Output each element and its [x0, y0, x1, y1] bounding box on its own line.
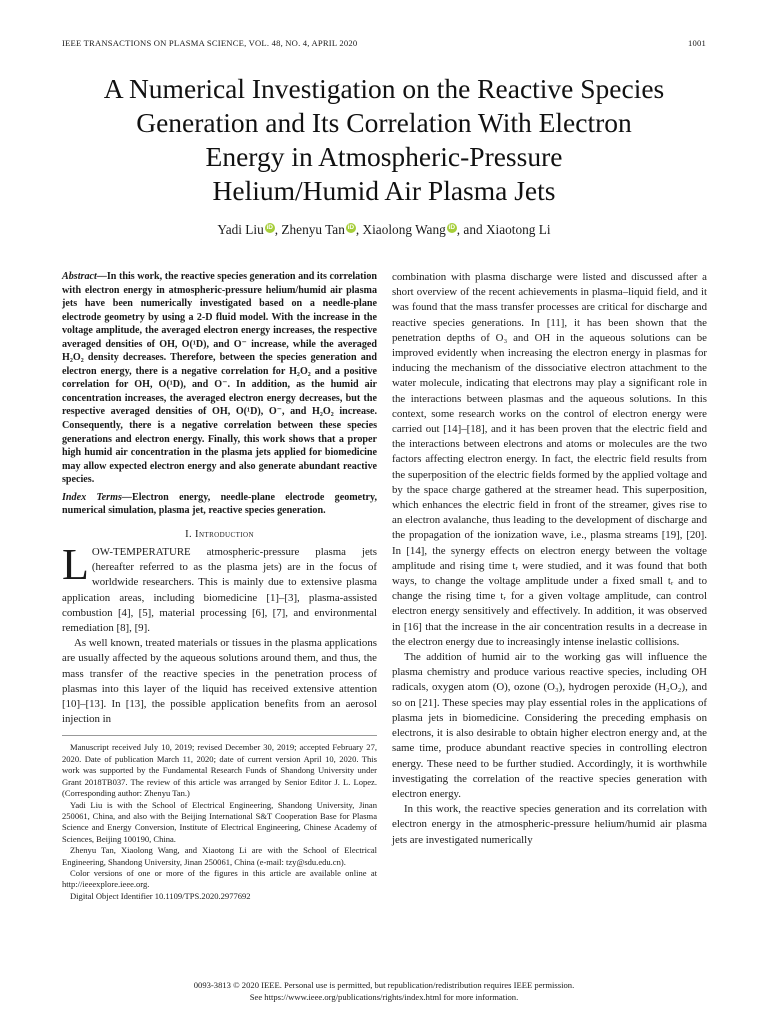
footnote-doi: Digital Object Identifier 10.1109/TPS.2020.2977692	[70, 890, 251, 901]
running-head	[62, 38, 706, 52]
section-title: Introduction	[195, 528, 254, 540]
page-number: 1001	[688, 38, 706, 48]
footnote-affiliation-2: Zhenyu Tan, Xiaolong Wang, and Xiaotong Li are with the School of Electrical Engineering, Shandong University, Jinan 250061, China (e-mail: tzy@sdu.edu.cn).	[62, 845, 377, 867]
copyright-line: 0093-3813 © 2020 IEEE. Personal use is permitted, but republication/redistribution requires IEEE permission.	[193, 980, 575, 990]
footnotes	[62, 735, 377, 902]
right-column	[392, 270, 707, 848]
section-heading	[62, 527, 377, 542]
right-paragraph-1: combination with plasma discharge were listed and discussed after a short overview of the recent achievements in plasma–liquid field, and it was found that the mass transfer processes are critical for discharge and reactive species generations. In [11], it has been shown that the penetration depths of O₃ and OH in the aqueous solutions can be improved evidently when increasing the electron energy in plasmas for inducing the mechanism of the dissociative electron attachment to the water molecule, indicating that electrons may play a significant role in the interactions between plasmas and the aqueous solutions. In this context, some research works on the control of electron energy were carried out [14]–[18], and it has been proven that the electric field and the interactions between electrons and atoms or molecules are the two factors affecting electron energy. In fact, the electric field results from the superposition of the electric fields formed by the applied voltage and by the space charge gathered at the streamer head. This superposition, which enhances the electric field in front of the streamer, gives rise to an electron avalanche, thus leading to the development of discharge and the propagation of the ionization wave, i.e., plasma streams [19], [20]. In [14], the synergy effects on electron energy between the voltage amplitude and rising time tᵣ were studied, and it was found that both ways, to change the voltage amplitude under a fixed small tᵣ and to change the rising time tᵣ for a given voltage amplitude, can control electron energy sensitively and effectively. In addition, it was observed in [16] that the increase in the air concentration results in a decrease in the electron energy due to increasingly intense inelastic collisions.	[392, 271, 707, 648]
intro-caps: OW-TEMPERATURE	[91, 546, 191, 559]
author-name: Xiaotong Li	[485, 222, 551, 237]
index-terms	[62, 491, 377, 518]
title-line-2: Generation and Its Correlation With Electron	[136, 107, 632, 138]
drop-cap: L	[62, 540, 89, 590]
author-separator: ,	[355, 222, 363, 237]
author-separator: ,	[274, 222, 282, 237]
section-number: I.	[185, 528, 196, 540]
author-name: Yadi Liu	[217, 222, 264, 237]
intro-paragraph-1	[62, 540, 377, 636]
right-paragraph-3: In this work, the reactive species generation and its correlation with electron energy in the atmospheric-pressure helium/humid air plasma jets are investigated numerically	[392, 803, 707, 846]
footnote-color-versions: Color versions of one or more of the figures in this article are available online at http://ieeexplore.ieee.org.	[62, 867, 377, 890]
journal-name: IEEE TRANSACTIONS ON PLASMA SCIENCE, VOL. 48, NO. 4, APRIL 2020	[62, 38, 358, 48]
footnote-manuscript: Manuscript received July 10, 2019; revised December 30, 2019; accepted February 27, 2020. Date of publication March 11, 2020; date of current version April 10, 2020. This work was supported by the Fundamental Research Funds of Shandong University under Grant 2018TB037. The review of this article was arranged by Senior Editor J. L. Lopez. (Corresponding author: Zhenyu Tan.)	[62, 742, 377, 799]
abstract	[62, 270, 377, 487]
abstract-lead: Abstract—	[62, 271, 107, 282]
orcid-icon[interactable]: iD	[347, 223, 355, 231]
right-paragraph-2: The addition of humid air to the working gas will influence the plasma chemistry and produce various reactive species, including OH radicals, oxygen atom (O), ozone (O₃), hydrogen peroxide (H₂O₂), and so on [21]. These species may play essential roles in the applications of plasma jets in biomedicine. Considering the preceding emphasis on electrons, it is also desirable to obtain higher electron energy and, at the same time, produce abundant reactive species in controlling electron energy. These need to be further studied. Accordingly, it is worthwhile investigating the correlation of the reactive species generation with electron energy.	[392, 651, 707, 800]
author-separator: , and	[456, 222, 486, 237]
author-name: Zhenyu Tan	[281, 222, 345, 237]
index-terms-lead: Index Terms—	[62, 491, 132, 503]
intro-text-1: atmospheric-pressure plasma jets (hereafter referred to as the plasma jets) are in the focus of worldwide researchers. This is mainly due to extensive plasma application areas, including biomedicine [1]–[3], plasma-assisted combustion [4], [5], material processing [6], [7], and environmental remediation [8], [9].	[62, 546, 377, 635]
title-line-4: Helium/Humid Air Plasma Jets	[212, 175, 556, 206]
intro-paragraph-2: As well known, treated materials or tissues in the plasma applications are usually affected by the aqueous solutions around them, and thus, the mass transfer of the reactive species in the penetration process of plasmas into this layer of the liquid has received extensive attention [10]–[13]. In [13], the possible application benefits from an aerosol injection in	[62, 637, 377, 726]
left-column	[62, 270, 377, 902]
title-line-3: Energy in Atmospheric-Pressure	[205, 141, 563, 172]
copyright-footer	[62, 980, 706, 1003]
orcid-icon[interactable]: iD	[266, 223, 273, 231]
author-list	[40, 222, 728, 238]
rights-link-line[interactable]: See https://www.ieee.org/publications/rights/index.html for more information.	[249, 991, 519, 1002]
title-line-1: A Numerical Investigation on the Reactive Species	[103, 73, 665, 104]
index-terms-text: Electron energy, needle-plane electrode geometry, numerical simulation, plasma jet, reactive species generation.	[62, 491, 377, 517]
abstract-text: In this work, the reactive species generation and its correlation with electron energy in atmospheric-pressure helium/humid air plasma jets have been numerically investigated based on a needle-plane electrode geometry by using a 2-D fluid model. With the increase in the voltage amplitude, the averaged electron energy increases, the respective averaged densities of OH, O(¹D), and O⁻ increase, while the averaged H₂O₂ density decreases. Therefore, between the species generation and electron energy, there is a negative correlation for H₂O₂ and a positive correlation for OH, O(¹D), and O⁻. In addition, as the humid air concentration increases, the averaged electron energy decreases, but the respective averaged densities of OH, O(¹D), O⁻, and H₂O₂ increase. Consequently, there is a negative correlation between these species generations and electron energy. Finally, this work shows that a proper high humid air concentration in the plasma jets applied for biomedicine may allow expected electron energy and also generate abundant reactive species.	[62, 271, 377, 486]
author-name: Xiaolong Wang	[362, 222, 446, 237]
paper-title	[40, 72, 728, 208]
footnote-affiliation-1: Yadi Liu is with the School of Electrical Engineering, Shandong University, Jinan 250061, China, and also with the Beijing International S&T Cooperation Base for Plasma Science and Energy Conversion, Institute of Electrical Engineering, Chinese Academy of Sciences, Beijing 100190, China.	[62, 799, 377, 844]
orcid-icon[interactable]: iD	[448, 223, 456, 231]
